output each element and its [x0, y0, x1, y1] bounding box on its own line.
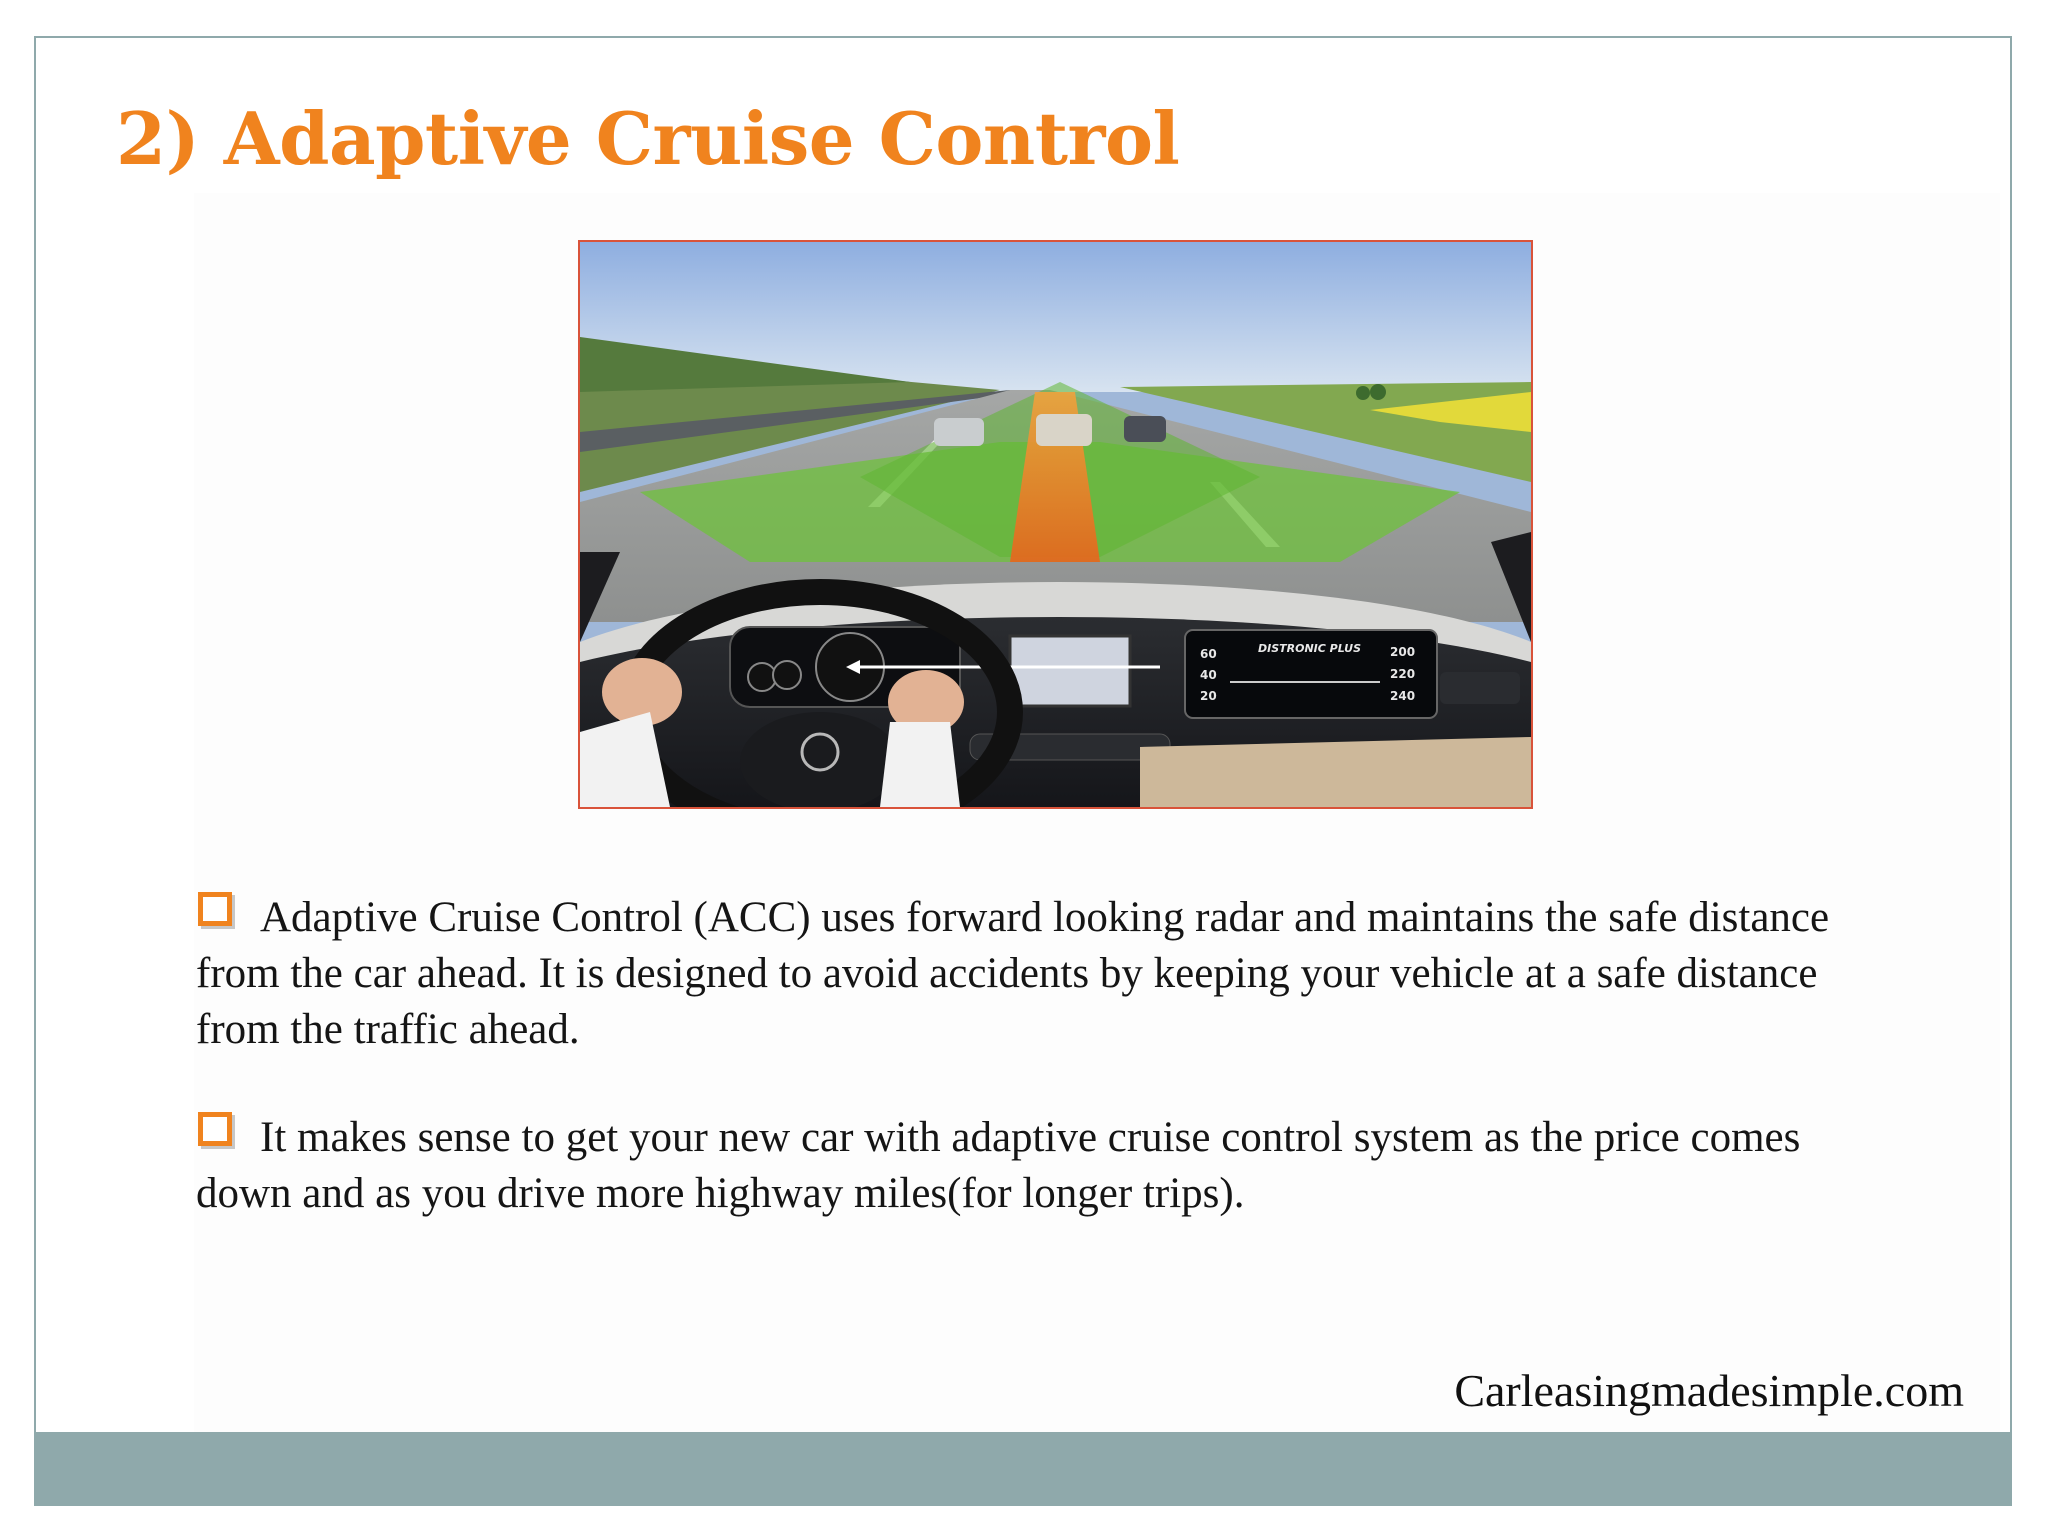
slide — [34, 36, 2012, 1506]
bullet-item — [196, 890, 1876, 1058]
slide-title: 2) Adaptive Cruise Control — [116, 96, 1180, 181]
svg-text:60: 60 — [1200, 647, 1217, 661]
svg-text:DISTRONIC PLUS: DISTRONIC PLUS — [1258, 642, 1361, 655]
bullet-item — [196, 1110, 1876, 1222]
footer-website: Carleasingmadesimple.com — [1454, 1365, 1964, 1416]
footer-bar — [36, 1432, 2010, 1504]
checkbox-bullet-icon — [198, 1112, 232, 1146]
cruise-control-photo — [578, 240, 1533, 809]
svg-text:200: 200 — [1390, 645, 1416, 659]
svg-text:220: 220 — [1390, 667, 1416, 681]
checkbox-bullet-icon — [198, 892, 232, 926]
svg-text:20: 20 — [1200, 689, 1217, 703]
svg-text:40: 40 — [1200, 668, 1217, 682]
svg-text:240: 240 — [1390, 689, 1416, 703]
bullet-text: It makes sense to get your new car with adaptive cruise control system as the price comes down and as you drive more highway miles(for longer trips). — [196, 1114, 1801, 1217]
bullet-text: Adaptive Cruise Control (ACC) uses forward looking radar and maintains the safe distance from the car ahead. It is designed to avoid accidents by keeping your vehicle at a safe distance from the traffic ahead. — [196, 894, 1830, 1053]
